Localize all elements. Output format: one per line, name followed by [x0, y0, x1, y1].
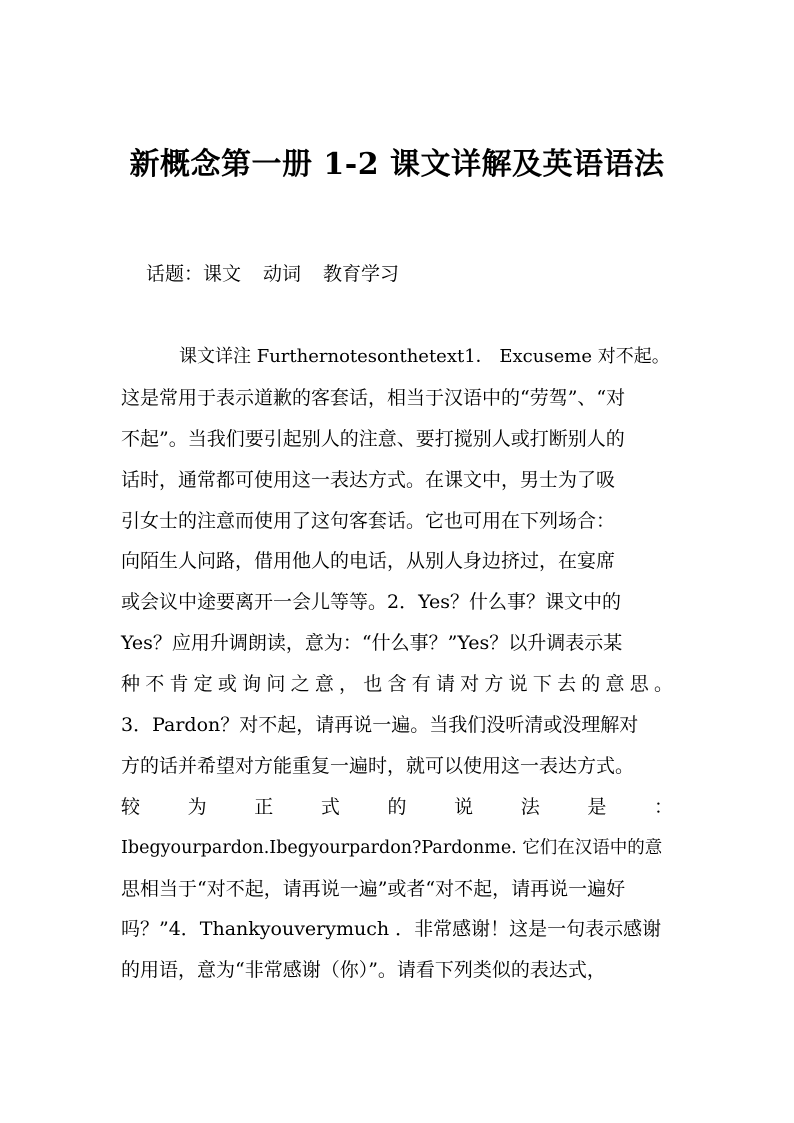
- body-line: 话时，通常都可使用这一表达方式。在课文中，男士为了吸: [121, 468, 616, 491]
- topic-tags: [146, 258, 421, 290]
- body-line: Ibegyourpardon.Ibegyourpardon?Pardonme. 它们在汉语中的意: [121, 837, 663, 858]
- body-line: 课文详注 Furthernotesonthetext1． Excuseme 对不起。: [179, 346, 670, 367]
- body-line: 不起”。当我们要引起别人的注意、要打搅别人或打断别人的: [121, 427, 625, 450]
- topic-label: 话题：: [146, 263, 204, 285]
- body-line: 种不肯定或询问之意，也含有请对方说下去的意思。: [121, 673, 673, 696]
- body-line: 或会议中途要离开一会儿等等。2．Yes？什么事？课文中的: [121, 591, 621, 614]
- body-line: 向陌生人问路，借用他人的电话，从别人身边挤过，在宴席: [121, 550, 616, 573]
- body-line: 方的话并希望对方能重复一遍时，就可以使用这一表达方式。: [121, 754, 635, 777]
- topic-tag[interactable]: 教育学习: [323, 263, 400, 285]
- body-text: [121, 337, 673, 991]
- body-line: 吗？”4．Thankyouverymuch ．非常感谢！这是一句表示感谢: [121, 918, 662, 941]
- body-line: 引女士的注意而使用了这句客套话。它也可用在下列场合：: [121, 509, 616, 532]
- document-title: 新概念第一册 1-2 课文详解及英语语法: [129, 147, 665, 182]
- topic-tag[interactable]: 动词: [263, 263, 302, 285]
- body-line: 3．Pardon？对不起，请再说一遍。当我们没听清或没理解对: [121, 714, 639, 737]
- body-line: 较 为 正 式 的 说 法 是 ：: [121, 795, 673, 818]
- body-line: Yes？应用升调朗读，意为：“什么事？”Yes？以升调表示某: [121, 632, 623, 655]
- body-line: 这是常用于表示道歉的客套话，相当于汉语中的“劳驾”、“对: [121, 386, 626, 409]
- topic-tag[interactable]: 课文: [203, 263, 242, 285]
- body-line: 思相当于“对不起，请再说一遍”或者“对不起，请再说一遍好: [121, 877, 626, 900]
- body-line: 的用语，意为“非常感谢（你）”。请看下列类似的表达式，: [121, 959, 606, 982]
